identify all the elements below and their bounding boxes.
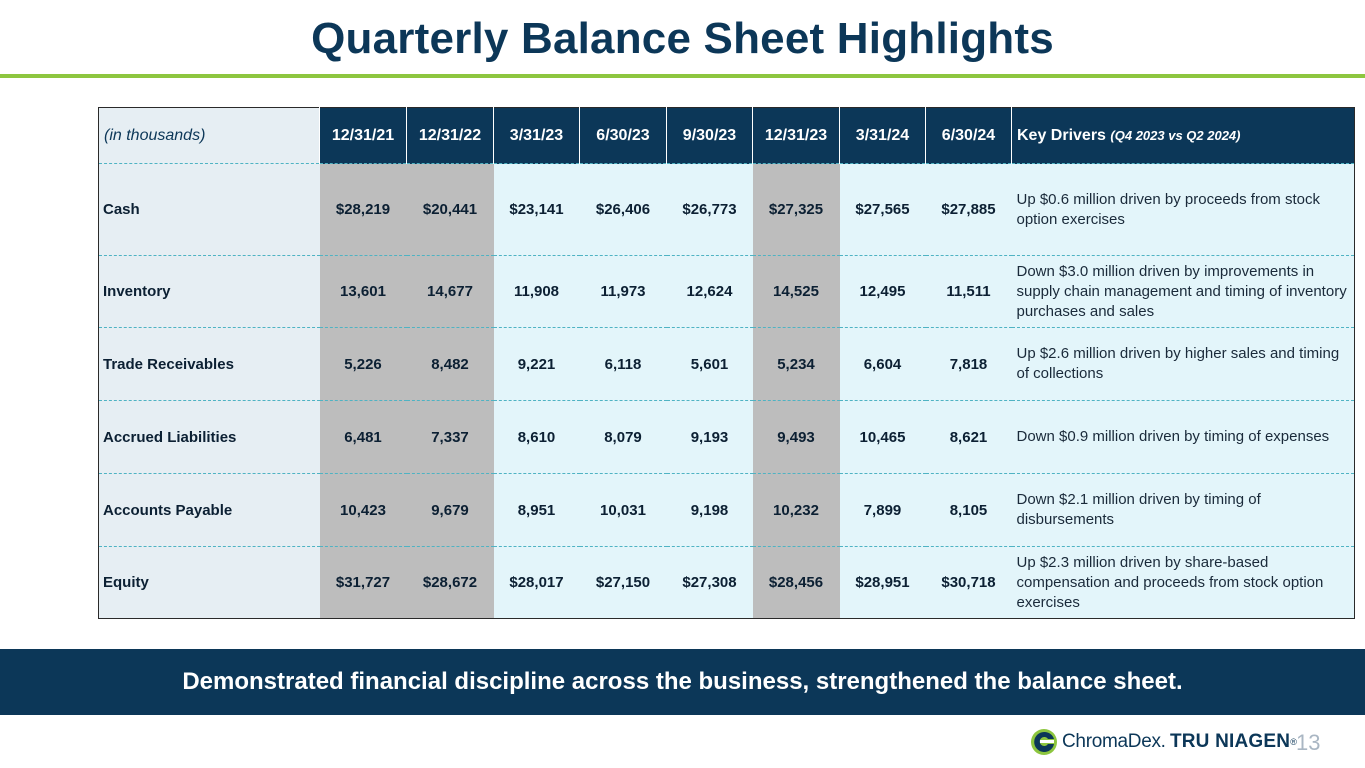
table-cell: 8,105 — [926, 474, 1012, 547]
column-header: 6/30/24 — [926, 108, 1012, 164]
key-driver-text: Down $2.1 million driven by timing of disbursements — [1012, 474, 1355, 547]
table-cell: $31,727 — [320, 547, 407, 619]
column-header: 12/31/23 — [753, 108, 840, 164]
table-cell: $27,308 — [667, 547, 753, 619]
page-number: 13 — [1296, 730, 1321, 755]
table-cell: 8,951 — [494, 474, 580, 547]
row-label: Accounts Payable — [99, 474, 320, 547]
table-header-row — [99, 108, 1355, 164]
table-cell: $28,456 — [753, 547, 840, 619]
table-cell: 8,610 — [494, 401, 580, 474]
table-cell: 8,621 — [926, 401, 1012, 474]
table-cell: $20,441 — [407, 164, 494, 256]
table-cell: $27,150 — [580, 547, 667, 619]
table-cell: 6,118 — [580, 328, 667, 401]
table-cell: $28,017 — [494, 547, 580, 619]
table-row-cash — [99, 164, 1355, 256]
table-cell: $27,885 — [926, 164, 1012, 256]
title-divider — [0, 74, 1365, 78]
table-cell: 5,226 — [320, 328, 407, 401]
table-cell: 10,465 — [840, 401, 926, 474]
table-cell: 7,818 — [926, 328, 1012, 401]
key-driver-text: Down $0.9 million driven by timing of expenses — [1012, 401, 1355, 474]
logo-separator: . — [1160, 731, 1166, 752]
chromadex-logo-icon — [1030, 728, 1058, 756]
table-cell: 10,031 — [580, 474, 667, 547]
row-label: Trade Receivables — [99, 328, 320, 401]
row-label: Inventory — [99, 256, 320, 328]
table-cell: $28,951 — [840, 547, 926, 619]
row-label: Equity — [99, 547, 320, 619]
table-cell: 8,482 — [407, 328, 494, 401]
logo-company-name: ChromaDex — [1062, 731, 1161, 752]
table-cell: 10,423 — [320, 474, 407, 547]
column-header: 3/31/24 — [840, 108, 926, 164]
table-cell: 9,198 — [667, 474, 753, 547]
table-cell: 10,232 — [753, 474, 840, 547]
table-row-accrued-liabilities — [99, 401, 1355, 474]
key-drivers-header — [1012, 108, 1355, 164]
table-cell: $27,325 — [753, 164, 840, 256]
column-header: 3/31/23 — [494, 108, 580, 164]
table-cell: 6,604 — [840, 328, 926, 401]
table-cell: $27,565 — [840, 164, 926, 256]
column-header: 12/31/22 — [407, 108, 494, 164]
units-label: (in thousands) — [99, 108, 320, 164]
table-cell: $26,406 — [580, 164, 667, 256]
summary-banner: Demonstrated financial discipline across the business, strengthened the balance sheet. — [0, 649, 1365, 715]
row-label: Cash — [99, 164, 320, 256]
table-row-accounts-payable — [99, 474, 1355, 547]
table-cell: 5,601 — [667, 328, 753, 401]
key-driver-text: Up $0.6 million driven by proceeds from stock option exercises — [1012, 164, 1355, 256]
logo-registered-mark: ® — [1290, 737, 1297, 747]
table-cell: 9,493 — [753, 401, 840, 474]
table-cell: 8,079 — [580, 401, 667, 474]
company-logo — [1030, 727, 1297, 757]
column-header: 6/30/23 — [580, 108, 667, 164]
table-cell: 9,193 — [667, 401, 753, 474]
table-cell: 5,234 — [753, 328, 840, 401]
table-cell: 14,677 — [407, 256, 494, 328]
table-cell: 13,601 — [320, 256, 407, 328]
table-cell: 7,899 — [840, 474, 926, 547]
balance-sheet-table — [98, 107, 1355, 619]
table-cell: 7,337 — [407, 401, 494, 474]
table-cell: 11,908 — [494, 256, 580, 328]
table-cell: $26,773 — [667, 164, 753, 256]
key-drivers-title: Key Drivers — [1017, 126, 1106, 144]
row-label: Accrued Liabilities — [99, 401, 320, 474]
table-cell: $30,718 — [926, 547, 1012, 619]
table-cell: $28,672 — [407, 547, 494, 619]
table-cell: 11,973 — [580, 256, 667, 328]
table-cell: 14,525 — [753, 256, 840, 328]
column-header: 12/31/21 — [320, 108, 407, 164]
logo-brand-name: TRU NIAGEN — [1169, 731, 1291, 752]
table-cell: 9,221 — [494, 328, 580, 401]
table-cell: $23,141 — [494, 164, 580, 256]
table-cell: 12,495 — [840, 256, 926, 328]
page-title: Quarterly Balance Sheet Highlights — [311, 14, 1054, 63]
table-row-trade-receivables — [99, 328, 1355, 401]
table-cell: 6,481 — [320, 401, 407, 474]
table-cell: 12,624 — [667, 256, 753, 328]
table-cell: $28,219 — [320, 164, 407, 256]
table-cell: 11,511 — [926, 256, 1012, 328]
key-driver-text: Up $2.6 million driven by higher sales and timing of collections — [1012, 328, 1355, 401]
column-header: 9/30/23 — [667, 108, 753, 164]
key-drivers-subtitle: (Q4 2023 vs Q2 2024) — [1110, 127, 1241, 143]
table-cell: 9,679 — [407, 474, 494, 547]
table-row-inventory — [99, 256, 1355, 328]
table-row-equity — [99, 547, 1355, 619]
key-driver-text: Down $3.0 million driven by improvements in supply chain management and timing of inventory purchases and sales — [1012, 256, 1355, 328]
key-driver-text: Up $2.3 million driven by share-based compensation and proceeds from stock option exercises — [1012, 547, 1355, 619]
